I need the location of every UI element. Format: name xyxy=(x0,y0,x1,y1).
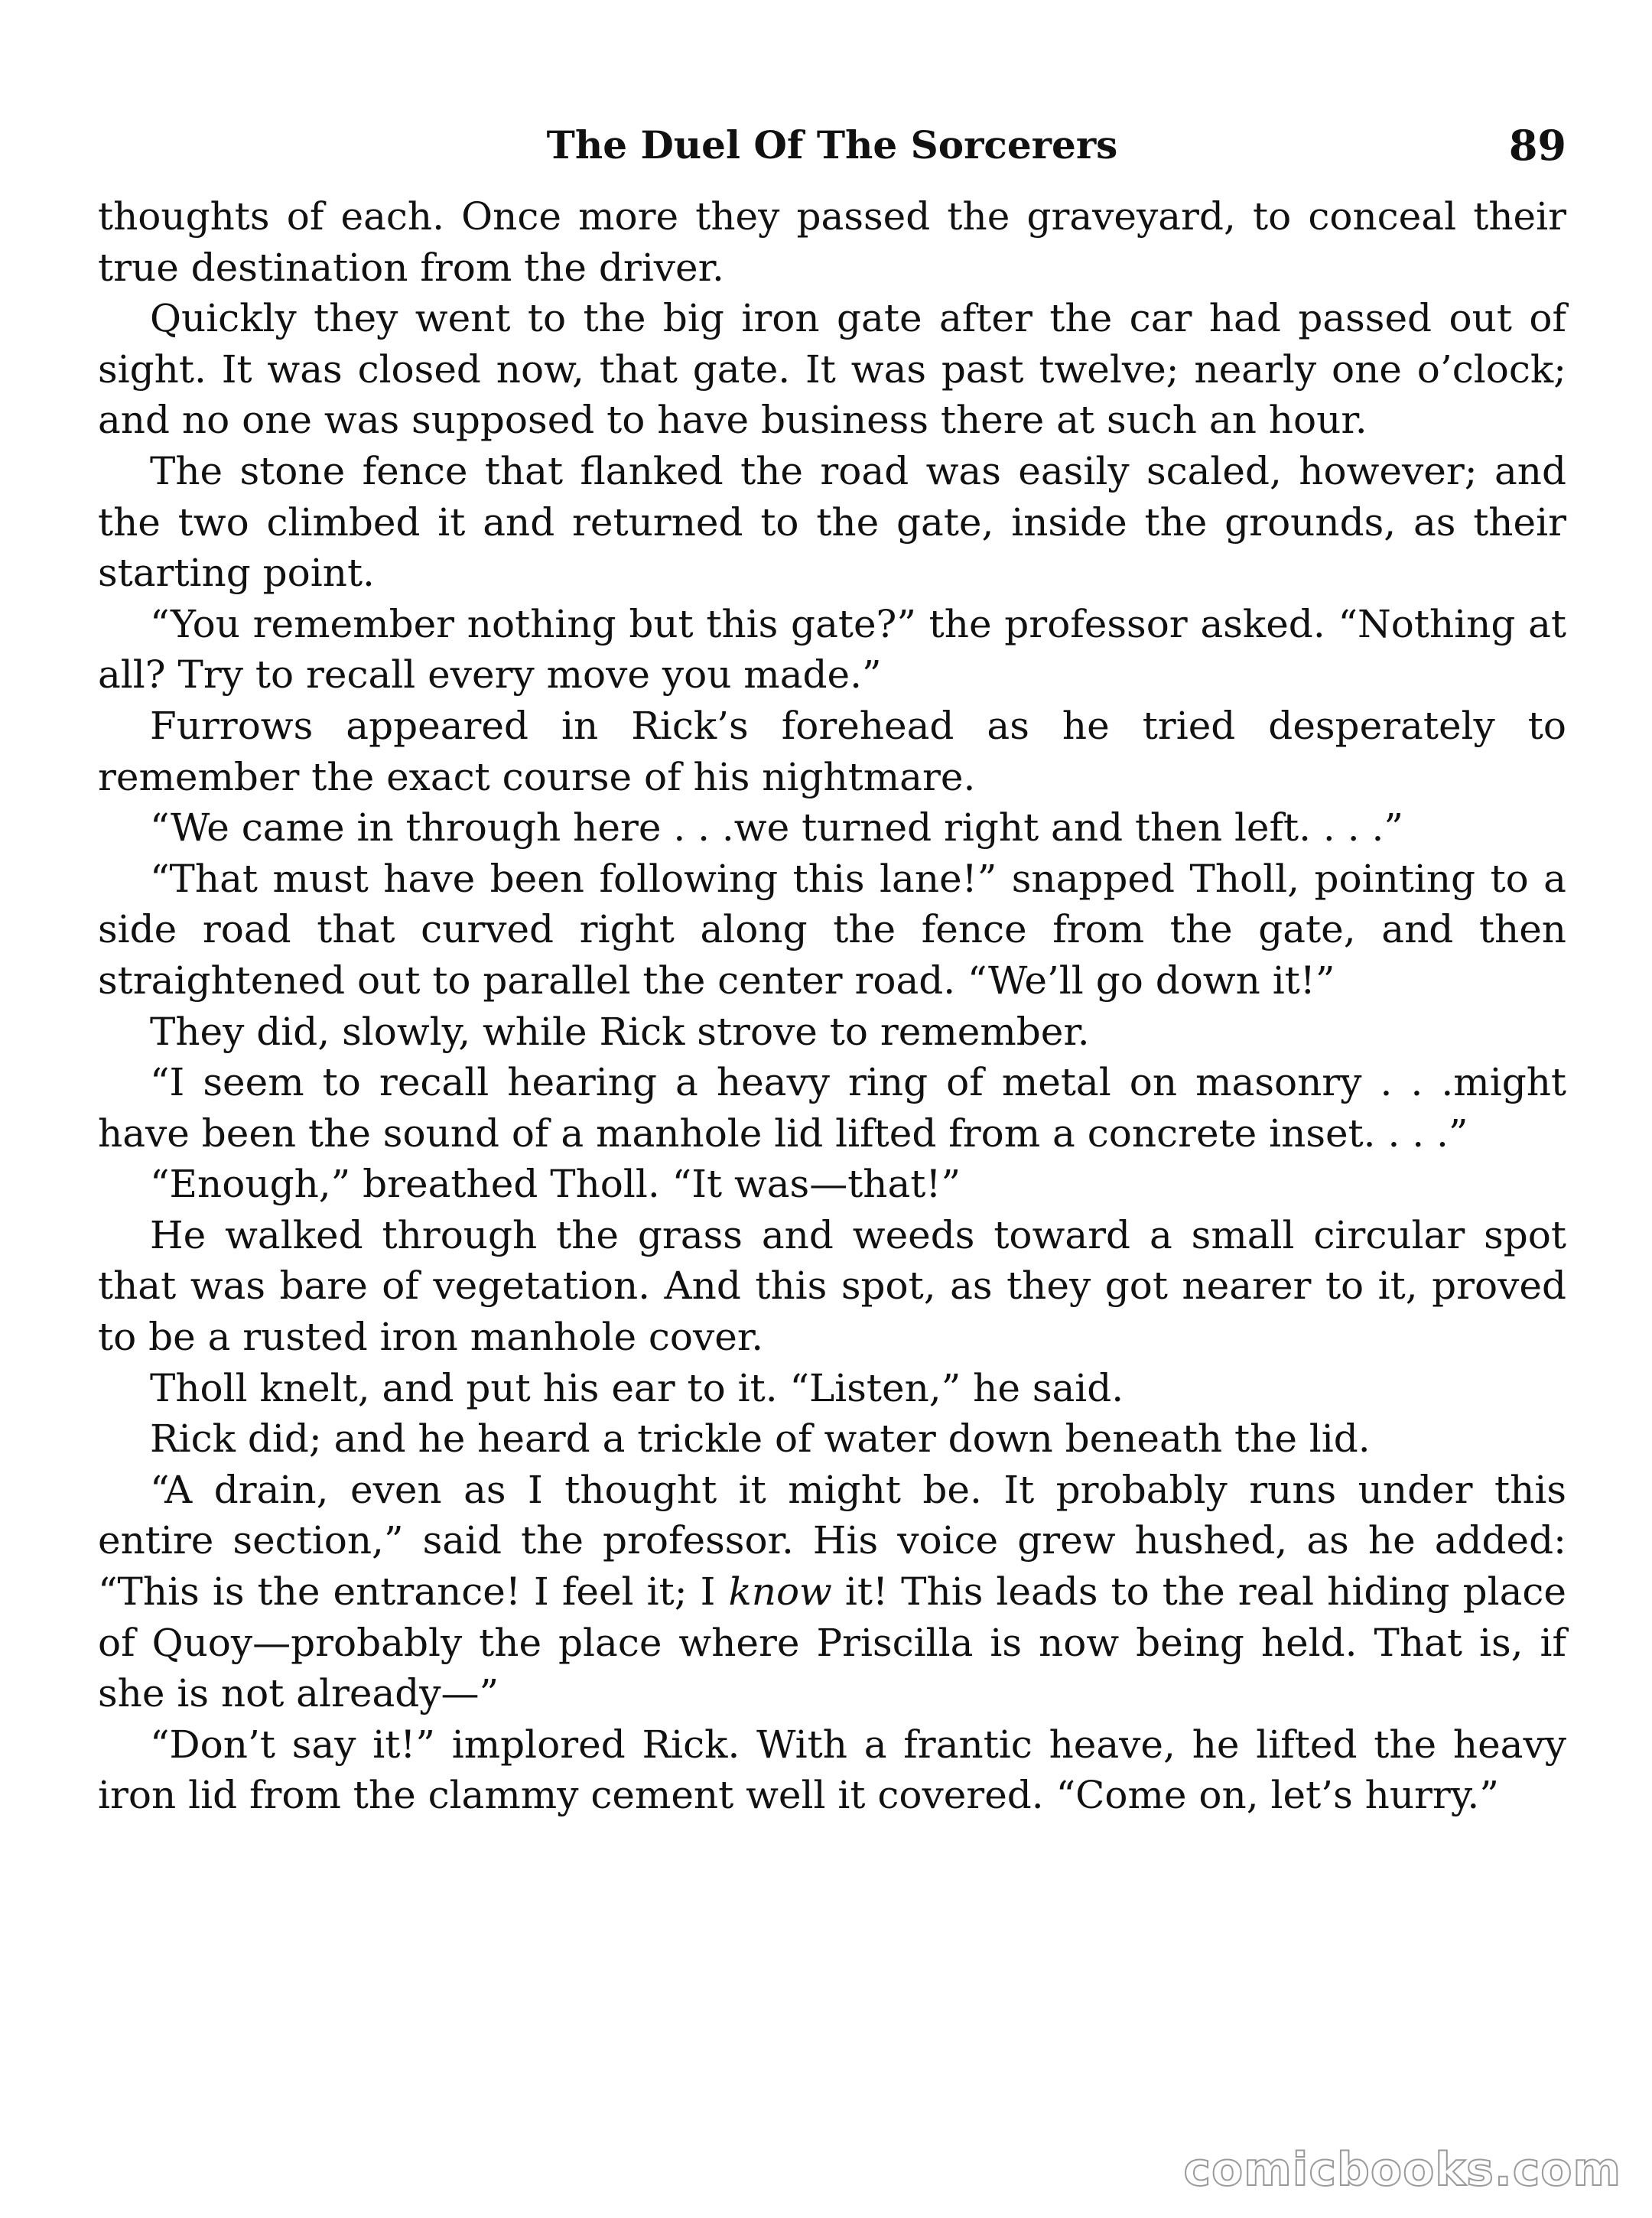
paragraph: “We came in through here . . .we turned right and then left. . . .” xyxy=(150,805,1403,850)
watermark: comicbooks.com xyxy=(1183,2143,1621,2197)
paragraph: “Don’t say it!” implored Rick. With a frantic heave, he lifted the heavy iron lid from the clammy cement well it covered. “Come on, let’s hurry.” xyxy=(98,1722,1566,1818)
body-text xyxy=(98,191,1566,1821)
paragraph xyxy=(98,1465,1566,1719)
page-number: 89 xyxy=(1508,121,1566,170)
paragraph: Rick did; and he heard a trickle of water down beneath the lid. xyxy=(150,1416,1371,1462)
paragraph-text: it! This leads to the real hiding place of Quoy—probably the place where Priscilla is now being held. That is, if she is not already—” xyxy=(98,1569,1566,1716)
paragraph: Tholl knelt, and put his ear to it. “Listen,” he said. xyxy=(150,1365,1124,1410)
paragraph: Furrows appeared in Rick’s forehead as he tried desperately to remember the exact course of his nightmare. xyxy=(98,703,1566,799)
paragraph: Quickly they went to the big iron gate after the car had passed out of sight. It was closed now, that gate. It was past twelve; nearly one o’clock; and no one was supposed to have business there at such an hour. xyxy=(98,296,1566,443)
page-header xyxy=(98,115,1566,176)
paragraph: “You remember nothing but this gate?” the professor asked. “Nothing at all? Try to recall every move you made.” xyxy=(98,601,1566,698)
paragraph: The stone fence that flanked the road was easily scaled, however; and the two climbed it and returned to the gate, inside the grounds, as their starting point. xyxy=(98,448,1566,596)
paragraph: They did, slowly, while Rick strove to remember. xyxy=(150,1009,1090,1054)
running-title: The Duel Of The Sorcerers xyxy=(546,122,1118,167)
paragraph: “That must have been following this lane!” snapped Tholl, pointing to a side road that curved right along the fence from the gate, and then straightened out to parallel the center road. “We’ll go down it!” xyxy=(98,856,1566,1003)
paragraph: He walked through the grass and weeds toward a small circular spot that was bare of vegetation. And this spot, as they got nearer to it, proved to be a rusted iron manhole cover. xyxy=(98,1212,1566,1360)
paragraph: “I seem to recall hearing a heavy ring of metal on masonry . . .might have been the sound of a manhole lid lifted from a concrete inset. . . .” xyxy=(98,1060,1566,1156)
paragraph: thoughts of each. Once more they passed the graveyard, to conceal their true destination from the driver. xyxy=(98,194,1566,290)
paragraph-text: “A drain, even as I thought it might be. It probably runs under this entire section,” said the professor. His voice grew hushed, as he added: “This is the entrance! I feel it; I xyxy=(98,1467,1566,1615)
paragraph: “Enough,” breathed Tholl. “It was—that!” xyxy=(150,1162,961,1207)
emphasis-text: know xyxy=(728,1569,832,1615)
